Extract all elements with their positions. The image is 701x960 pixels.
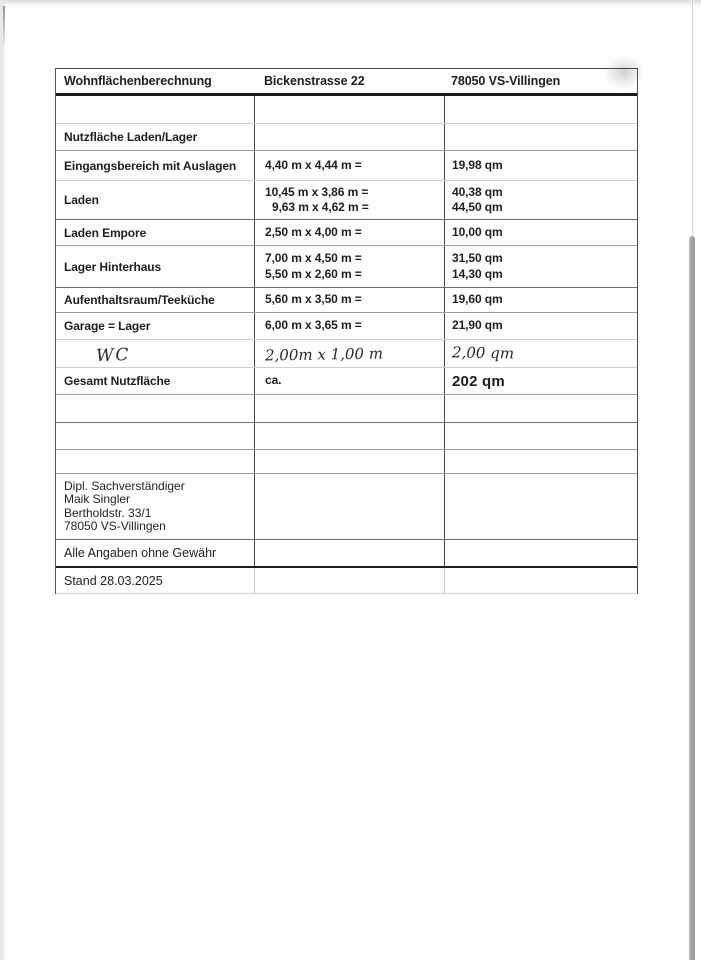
row-area: 19,60 qm xyxy=(452,292,503,307)
empty-row xyxy=(56,96,637,124)
photo-background-left-edge xyxy=(0,0,4,960)
row-dimension: 7,00 m x 4,50 m = xyxy=(265,251,362,265)
row-label: Aufenthaltsraum/Teeküche xyxy=(64,293,215,307)
row-dimension: 2,50 m x 4,00 m = xyxy=(265,224,362,239)
row-label: Garage = Lager xyxy=(64,319,151,333)
date-row xyxy=(56,568,637,594)
row-label: Laden Empore xyxy=(64,225,147,240)
photo-background-top-edge xyxy=(0,0,701,6)
disclaimer-row xyxy=(56,540,637,568)
signature-row xyxy=(56,474,637,540)
handwritten-label: WC xyxy=(95,344,131,366)
row-dimension: 5,60 m x 3,50 m = xyxy=(265,292,362,307)
total-prefix: ca. xyxy=(265,373,282,388)
table-row xyxy=(56,151,637,181)
row-dimension: 4,40 m x 4,44 m = xyxy=(265,157,362,172)
section-label: Nutzfläche Laden/Lager xyxy=(64,130,198,144)
signature-line: Dipl. Sachverständiger xyxy=(64,478,185,493)
table-header-row xyxy=(56,69,637,96)
row-dimension: 9,63 m x 4,62 m = xyxy=(272,200,369,214)
signature-line: Maik Singler xyxy=(64,492,131,506)
empty-row xyxy=(56,450,637,474)
street-address: Bickenstrasse 22 xyxy=(264,74,365,88)
empty-row xyxy=(56,423,637,450)
row-label: Eingangsbereich mit Auslagen xyxy=(64,158,237,173)
paper-left-edge-line xyxy=(3,6,5,48)
table-row xyxy=(56,313,637,340)
handwritten-row xyxy=(56,340,637,368)
row-area: 10,00 qm xyxy=(452,224,503,239)
table-row xyxy=(56,220,637,246)
row-area: 31,50 qm xyxy=(452,251,503,265)
city-address: 78050 VS-Villingen xyxy=(451,74,561,88)
row-dimension: 6,00 m x 3,65 m = xyxy=(265,318,362,333)
scrollbar-thumb[interactable] xyxy=(689,236,695,960)
row-area: 40,38 qm xyxy=(452,184,503,199)
handwritten-area: 2,00 qm xyxy=(451,342,515,362)
table-row xyxy=(56,181,637,220)
handwritten-dimension: 2,00m x 1,00 m xyxy=(264,344,384,365)
row-dimension: 10,45 m x 3,86 m = xyxy=(265,184,369,199)
scrollbar-track-line xyxy=(692,0,693,240)
table-row xyxy=(56,288,637,313)
document-title: Wohnflächenberechnung xyxy=(64,74,212,88)
total-area-value: 202 qm xyxy=(452,372,505,390)
wohnflaechen-table xyxy=(55,68,638,594)
empty-row xyxy=(56,395,637,423)
disclaimer-text: Alle Angaben ohne Gewähr xyxy=(64,546,217,560)
signature-line: Bertholdstr. 33/1 xyxy=(64,505,152,520)
row-area: 19,98 qm xyxy=(452,157,503,172)
row-area: 14,30 qm xyxy=(452,266,503,281)
row-label: Lager Hinterhaus xyxy=(64,259,162,274)
row-area: 21,90 qm xyxy=(452,318,503,333)
total-label: Gesamt Nutzfläche xyxy=(64,374,171,388)
row-label: Laden xyxy=(64,193,99,207)
section-label-row xyxy=(56,124,637,151)
row-area: 44,50 qm xyxy=(452,200,503,214)
table-row xyxy=(56,246,637,288)
row-dimension: 5,50 m x 2,60 m = xyxy=(265,266,362,281)
total-row xyxy=(56,368,637,395)
signature-line: 78050 VS-Villingen xyxy=(64,519,166,533)
date-text: Stand 28.03.2025 xyxy=(64,573,163,588)
